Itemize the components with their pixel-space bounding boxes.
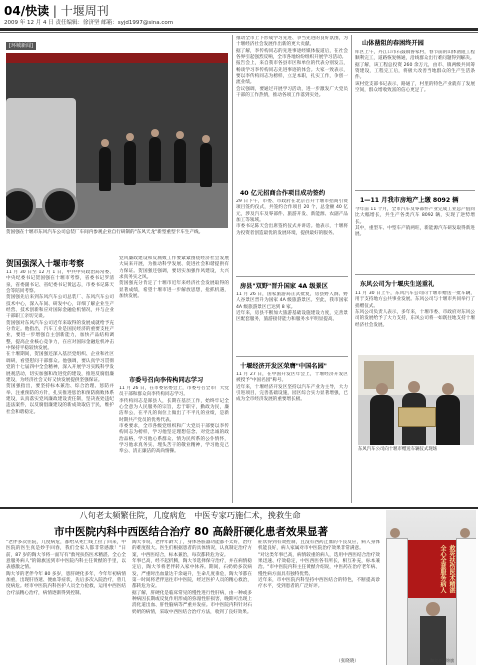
paragraph: 市委要求，全市各级党组织和广大党员干部要以李传构同志为榜样，学习他坚定理想信念、对党忠诚的政治品格，学习他心系群众、情为民所系的公仆情怀，学习他求真务实、埋头苦干的敬业精神，学习他克己奉公、清正廉洁的高尚情操。 <box>119 424 229 455</box>
feature-subhead: 八旬老太频繁住院，几度病危 中医专家巧施仁术，挽救生命 <box>79 510 301 520</box>
paragraph: 11 月 30 日至 12 月 1 日，中共中央政治局常委、中央纪委书记贺国强在十堰市考察，省委书记罗清泉，省委副书记、省纪委书记黄远志，市委书记陈天会等陪同考察。 <box>6 270 114 295</box>
feature-headline: 市中医院内科中西医结合治疗 80 高龄肝硬化患者效果显著 <box>54 526 328 538</box>
paragraph: 库区上午，丹江口市石鼓镇鲁家村，春节前的山体凿阻工程顺利完工，道路恢复畅通，沿线群众出行难问题得到解决。 <box>355 50 475 62</box>
headline: 市委号召向李传构同志学习 <box>129 377 204 384</box>
header-rule-thin <box>0 32 478 33</box>
column-divider <box>232 35 233 503</box>
page-header: 04/快读 | 十堰周刊 <box>4 4 109 18</box>
article-body <box>119 256 229 370</box>
paragraph: 报告会上，来自我市各县市区和单位的代表分别发言，畅谈学习李传构同志先进事迹的体会。大家一致表示，要以李传构同志为榜样，立足本职，扎实工作，争创一流业绩。 <box>236 61 348 86</box>
divider <box>236 276 348 277</box>
feature-rule <box>0 507 478 509</box>
article-body <box>355 291 475 351</box>
person-figure <box>149 137 161 181</box>
paragraph: 市委书记陈天会出席签约仪式并讲话。他表示，十堰将为投资者创造最优的发展环境，提供最好的服务。 <box>236 224 348 236</box>
person-head <box>390 528 400 538</box>
article-body <box>6 270 114 506</box>
section-kicker: [环城新闻] <box>6 42 36 50</box>
paragraph: 据了解，该工程总投资 260 余万元，由市、镇两级共同筹资建设，工程完工后，将极大改善当地群众的生产生活条件。 <box>355 62 475 81</box>
paragraph: 11 月 30 日上午，东风汽车公司向十堰市赠送一批车辆，用于支持地方公共事业发展。东风公司与十堰市共同举行了捐赠仪式。 <box>355 291 475 309</box>
article-body <box>236 372 348 504</box>
paragraph: 贺国强指出，要坚持标本兼治、综合治理、惩防并举、注重预防的方针，扎实推进惩治和预防腐败体系建设，认真落实党风廉政建设责任制，坚决查处违纪违法案件，以反腐倡廉建设的新成效取信于民，维护社会和谐稳定。 <box>6 384 114 415</box>
person-head <box>426 602 440 616</box>
paragraph: 其中，重型车、中型车产销两旺，新能源汽车研发取得新进展。 <box>355 226 475 238</box>
news-photo-ceremony <box>358 355 474 445</box>
article-body <box>355 207 475 271</box>
feature-body-col1 <box>6 540 126 666</box>
headline: 十堰经济开发区荣膺"中国名园" <box>240 363 327 370</box>
divider <box>236 356 348 357</box>
paragraph: 贺国强先后来到东风汽车公司总装厂、东风汽车公司技术中心，深入车间、研发中心，详细了解企业生产经营、技术创新和应对国际金融危机情况，并与企业干部职工亲切交谈。 <box>6 295 114 320</box>
person-figure <box>370 395 394 445</box>
person-head <box>408 381 420 393</box>
header-meta: 2009 年 12 月 4 日 责任编辑：徐济坚 邮箱：syjd1997@sina.com <box>4 20 174 26</box>
byline: （张晓晓） <box>336 659 359 664</box>
article-body <box>119 386 229 504</box>
paragraph: 症状得到有效控制，且没有西药止血的不良反应，病人身体机能良好，病人家属对市中医院治疗效果非常满意。 <box>258 540 380 552</box>
person-figure <box>436 395 460 445</box>
person-figure <box>386 538 408 665</box>
paragraph: 据了解，李传构同志的先进事迹经媒体报道后，在社会各界引起强烈反响，全市各地纷纷组织开展学习活动。 <box>236 48 348 61</box>
feature-photo-banner <box>386 510 476 665</box>
paragraph: 东风公司负责人表示，多年来，十堰市委、市政府对东风公司的发展给予了大力支持，东风公司将一如既往地支持十堰经济社会发展。 <box>355 310 475 328</box>
person-head <box>176 131 184 139</box>
paragraph: 11 月 26 日，在市委常委会上，市委号召全市广大党员干部和群众向李传构同志学习。 <box>119 386 229 398</box>
headline: 山体凿阻的春困终开园 <box>362 40 424 47</box>
photo-caption: 陶大爷送锦旗 <box>430 658 454 663</box>
photo-caption: 东风汽车公司向十堰市赠送车辆仪式现场 <box>358 447 438 452</box>
article-body <box>236 199 348 271</box>
person-figure <box>456 538 476 665</box>
person-head <box>101 139 109 147</box>
paragraph: "老伴多次住院，几度病危，都给从死亡线上拉了回来，中医院的医生真是妙手回春，我们全家人都非常感激！"日前，87 岁的陶大爷将一面写有"救死扶伤医术精湛、全心全意服务病人"的锦旗送到市中医院内科主任黄猷的手里，以表感激之情。 <box>6 540 126 571</box>
photo-ceiling-banner <box>6 53 228 63</box>
section-subname: 十堰周刊 <box>60 4 109 18</box>
headline-main: 贺国强深入十堰市考察 <box>6 259 84 268</box>
paragraph: "对这类年事已高，病情较重的病人，选用中西医结合治疗效果迅速、疗效稳定，中医西医各有所长，相互补充，标本兼治。"市中医院内科主任黄猷介绍说，中医药在治疗老年病、慢性病方面具有独特优势。 <box>258 552 380 577</box>
person-head <box>376 383 388 395</box>
person-head <box>202 135 210 143</box>
gift-plaque <box>398 407 436 427</box>
person-figure <box>99 147 111 191</box>
paragraph: 近年来，市中医院内科坚持中西医结合的特色，不断提高诊疗水平，受到患者的广泛好评。 <box>258 578 380 590</box>
headline: 房县"双野"晋升国家 4A 级景区 <box>240 283 328 290</box>
paragraph: 党风廉政建设和反腐败工作要紧紧围绕经济社会发展大局来开展，为推动科学发展、促进社会和谐提供有力保证。贺国强还强调，要切实加强作风建设，大兴求真务实之风。 <box>119 256 229 281</box>
article-body <box>236 292 348 352</box>
paragraph: 11 月 26 日，国家旅游局正式批复，房县野人洞、野人谷景区晋升为国家 4A 级旅游景区。至此，我市国家 4A 级旅游景区已达到 8 家。 <box>236 292 348 310</box>
paragraph: 近年来，十堰经济开发区坚持以汽车产业为主导，大力引进项目，完善基础设施，园区综合实力显著增强，已成为全市经济发展的重要增长极。 <box>236 384 348 403</box>
paragraph: 29 日下午，市委、市政府在北京召开十堰市招商引资项目签约仪式，共签约合作项目 20 个，总金额 40 亿元，涉及汽车及零部件、旅游开发、新能源、农副产品加工等领域。 <box>236 199 348 224</box>
headline: 40 亿元招商合作项目成功签约 <box>240 190 326 197</box>
paragraph: 年事已高，经不起折腾，陶大爷选择保守治疗，并在病情稳定后，陶大爷将老伴转入家中休养。期间，石奶奶多次病发，严重时出血量达千余毫升，生命几度垂危，陶大爷都在第一时间将老伴送往市中医院，经过医护人员的精心救治，都转危为安。 <box>132 559 252 590</box>
photo-caption: 贺国强在十堰市东风汽车公司总装厂车间内参观企业自行研制的"东风天龙"新型重型卡车生产线。 <box>6 230 204 235</box>
feature-body-col3 <box>258 540 380 658</box>
person-figure <box>124 141 136 185</box>
person-head <box>151 129 159 137</box>
person-head <box>460 528 470 538</box>
paragraph: 该村党支部书记表示，路通了，村里的特色产业就有了发展空间，群众增收致富的信心更足了。 <box>355 81 475 94</box>
paragraph: 陶大爷说，老伴年龄大了，身体各脏器功能都不太好，治疗的难度很大。医生们根据患者的具体情况，认真制定治疗方案，中西医结合，标本兼治，每次都转危为安。 <box>132 540 252 558</box>
paragraph: 贺国强对东风汽车公司近年来取得的发展成就给予充分肯定。他指出，汽车工业是国民经济的重要支柱产业，要进一步增强自主创新能力，加快产品结构调整，提高企业核心竞争力，在应对国际金融危机冲击中保持平稳较快发展。 <box>6 320 114 352</box>
paragraph: 据了解，肝硬化是临床常见的慢性进行性肝病，由一种或多种病因长期或反复作用形成的弥漫性肝损害，晚期可出现上消化道出血、肝性脑病等严重并发症。市中医院内科针对石奶奶的病情，采取中西医结合治疗方法，收到了良好效果。 <box>132 590 252 615</box>
section-name: 快读 <box>25 4 50 18</box>
divider <box>355 190 475 191</box>
article-body <box>236 36 348 184</box>
silk-banner: 救死扶伤医术精湛 全心全意服务病人 <box>408 540 458 598</box>
feature-body-col2 <box>132 540 252 666</box>
headline: 东风公司为十堰庆生送重礼 <box>360 281 435 288</box>
divider <box>355 274 475 275</box>
person-head <box>442 383 454 395</box>
paragraph: 推动全市上下形成学习先进、争当先进的良好氛围，为十堰经济社会发展作出新的更大贡献。 <box>236 36 348 48</box>
article-body <box>355 50 475 186</box>
person-head <box>126 133 134 141</box>
paragraph: 贺国强充分肯定了十堰市近年来经济社会发展取得的显著成绩，希望十堰市进一步解放思想，抢抓机遇，加快发展。 <box>119 281 229 300</box>
page-number: 04/ <box>4 4 26 18</box>
header-rule <box>0 28 478 31</box>
paragraph: 在十堰期间，贺国强还深入基层党组织、企业和社区调研，看望慰问干部群众。他强调，要认真学习贯彻党的十七届四中全会精神，深入开展学习实践科学发展观活动，切实加强和改进党的建设，推进反腐倡廉建设，为经济社会又好又快发展提供坚强保证。 <box>6 352 114 383</box>
paragraph: 11 月 27 日，在中国开发区年会上，十堰经济开发区被授予"中国名园"称号。 <box>236 372 348 384</box>
truck-wheel <box>42 188 78 224</box>
column-divider <box>351 35 352 503</box>
person-figure <box>174 139 186 183</box>
paragraph: 近年来，房县不断加大旅游基础设施建设力度，完善景区配套服务，旅游接待能力和服务水平明显提高。 <box>236 311 348 323</box>
person-figure <box>200 143 212 187</box>
headline: 1—11 月我市房地产上缴 8092 辆 <box>360 197 459 204</box>
news-photo-factory <box>6 53 228 228</box>
paragraph: 会议强调，要通过开展学习活动，进一步激发广大党员干部的工作热情，推动各项工作落到实处。 <box>236 86 348 99</box>
paragraph: 陶大爷的老伴今年 80 多岁，患肝硬化多年，今年年初病情加重，出现肝昏迷、便血等症状，先后多次入院治疗，曾几度病危。经市中医院内科医护人员全力抢救，运用中西医结合疗法精心治疗，病情逐渐得到控制。 <box>6 571 126 596</box>
paragraph: 今年前 11 个月，全市汽车及零部件产业完成工业总产值同比大幅增长，共生产各类汽车 8092 辆，实现了逆势增长。 <box>355 207 475 225</box>
paragraph: 李传构同志是郧县人，长期在基层工作，始终牢记全心全意为人民服务的宗旨，忠于职守，勤政为民，廉洁奉公，在平凡的岗位上做出了不平凡的业绩，是新时期共产党员的优秀代表。 <box>119 398 229 423</box>
